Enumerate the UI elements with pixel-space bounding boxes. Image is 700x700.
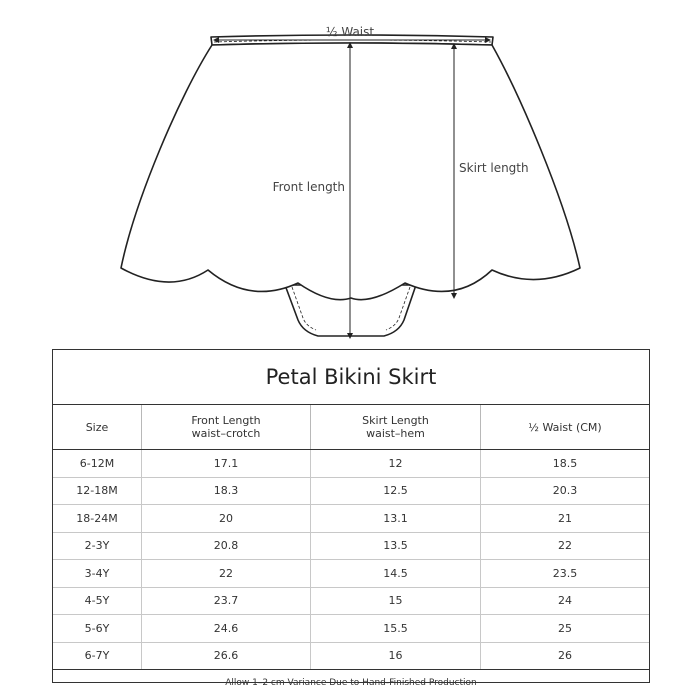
table-row — [53, 588, 649, 616]
cell-half-waist: 22 — [480, 533, 649, 560]
cell-front-length: 22 — [141, 560, 310, 587]
cell-size: 12-18M — [76, 484, 118, 498]
cell-skirt-length: 12.5 — [310, 478, 480, 505]
cell-skirt-length: 12 — [310, 450, 480, 477]
cell-front-length: 18.3 — [141, 478, 310, 505]
cell-front-length: 24.6 — [141, 615, 310, 642]
half-waist-label: ½ Waist — [325, 25, 375, 39]
cell-front-length: 26.6 — [141, 643, 310, 670]
table-row — [53, 478, 649, 506]
cell-size: 2-3Y — [84, 539, 110, 553]
cell-half-waist: 21 — [480, 505, 649, 532]
cell-skirt-length: 15.5 — [310, 615, 480, 642]
table-title: Petal Bikini Skirt — [53, 350, 649, 405]
cell-size: 6-7Y — [84, 649, 110, 663]
cell-size: 5-6Y — [84, 621, 110, 635]
table-row — [53, 615, 649, 643]
cell-half-waist: 26 — [480, 643, 649, 670]
cell-size: 6-12M — [79, 456, 115, 470]
cell-half-waist: 23.5 — [480, 560, 649, 587]
cell-skirt-length: 16 — [310, 643, 480, 670]
table-row — [53, 560, 649, 588]
cell-skirt-length: 14.5 — [310, 560, 480, 587]
cell-skirt-length: 13.1 — [310, 505, 480, 532]
table-header-row — [53, 405, 649, 450]
cell-half-waist: 20.3 — [480, 478, 649, 505]
table-row — [53, 450, 649, 478]
cell-skirt-length: 13.5 — [310, 533, 480, 560]
skirt-diagram — [0, 0, 700, 345]
cell-half-waist: 18.5 — [480, 450, 649, 477]
cell-size: 3-4Y — [84, 566, 110, 580]
front-length-label: Front length — [272, 180, 345, 194]
table-row — [53, 643, 649, 671]
cell-half-waist: 25 — [480, 615, 649, 642]
cell-front-length: 20.8 — [141, 533, 310, 560]
table-row — [53, 505, 649, 533]
cell-front-length: 23.7 — [141, 588, 310, 615]
cell-size: 4-5Y — [84, 594, 110, 608]
skirt-length-label: Skirt length — [459, 161, 529, 175]
cell-size: 18-24M — [76, 511, 118, 525]
header-skirt-length: Skirt Length waist–hem — [310, 405, 480, 449]
header-size: Size — [85, 420, 109, 434]
cell-front-length: 17.1 — [141, 450, 310, 477]
variance-note: Allow 1–2 cm Variance Due to Hand-Finished Production — [225, 677, 477, 688]
size-chart-table — [52, 349, 650, 688]
cell-half-waist: 24 — [480, 588, 649, 615]
cell-front-length: 20 — [141, 505, 310, 532]
cell-skirt-length: 15 — [310, 588, 480, 615]
header-front-length: Front Length waist–crotch — [141, 405, 310, 449]
table-row — [53, 533, 649, 561]
header-half-waist: ½ Waist (CM) — [480, 405, 649, 449]
